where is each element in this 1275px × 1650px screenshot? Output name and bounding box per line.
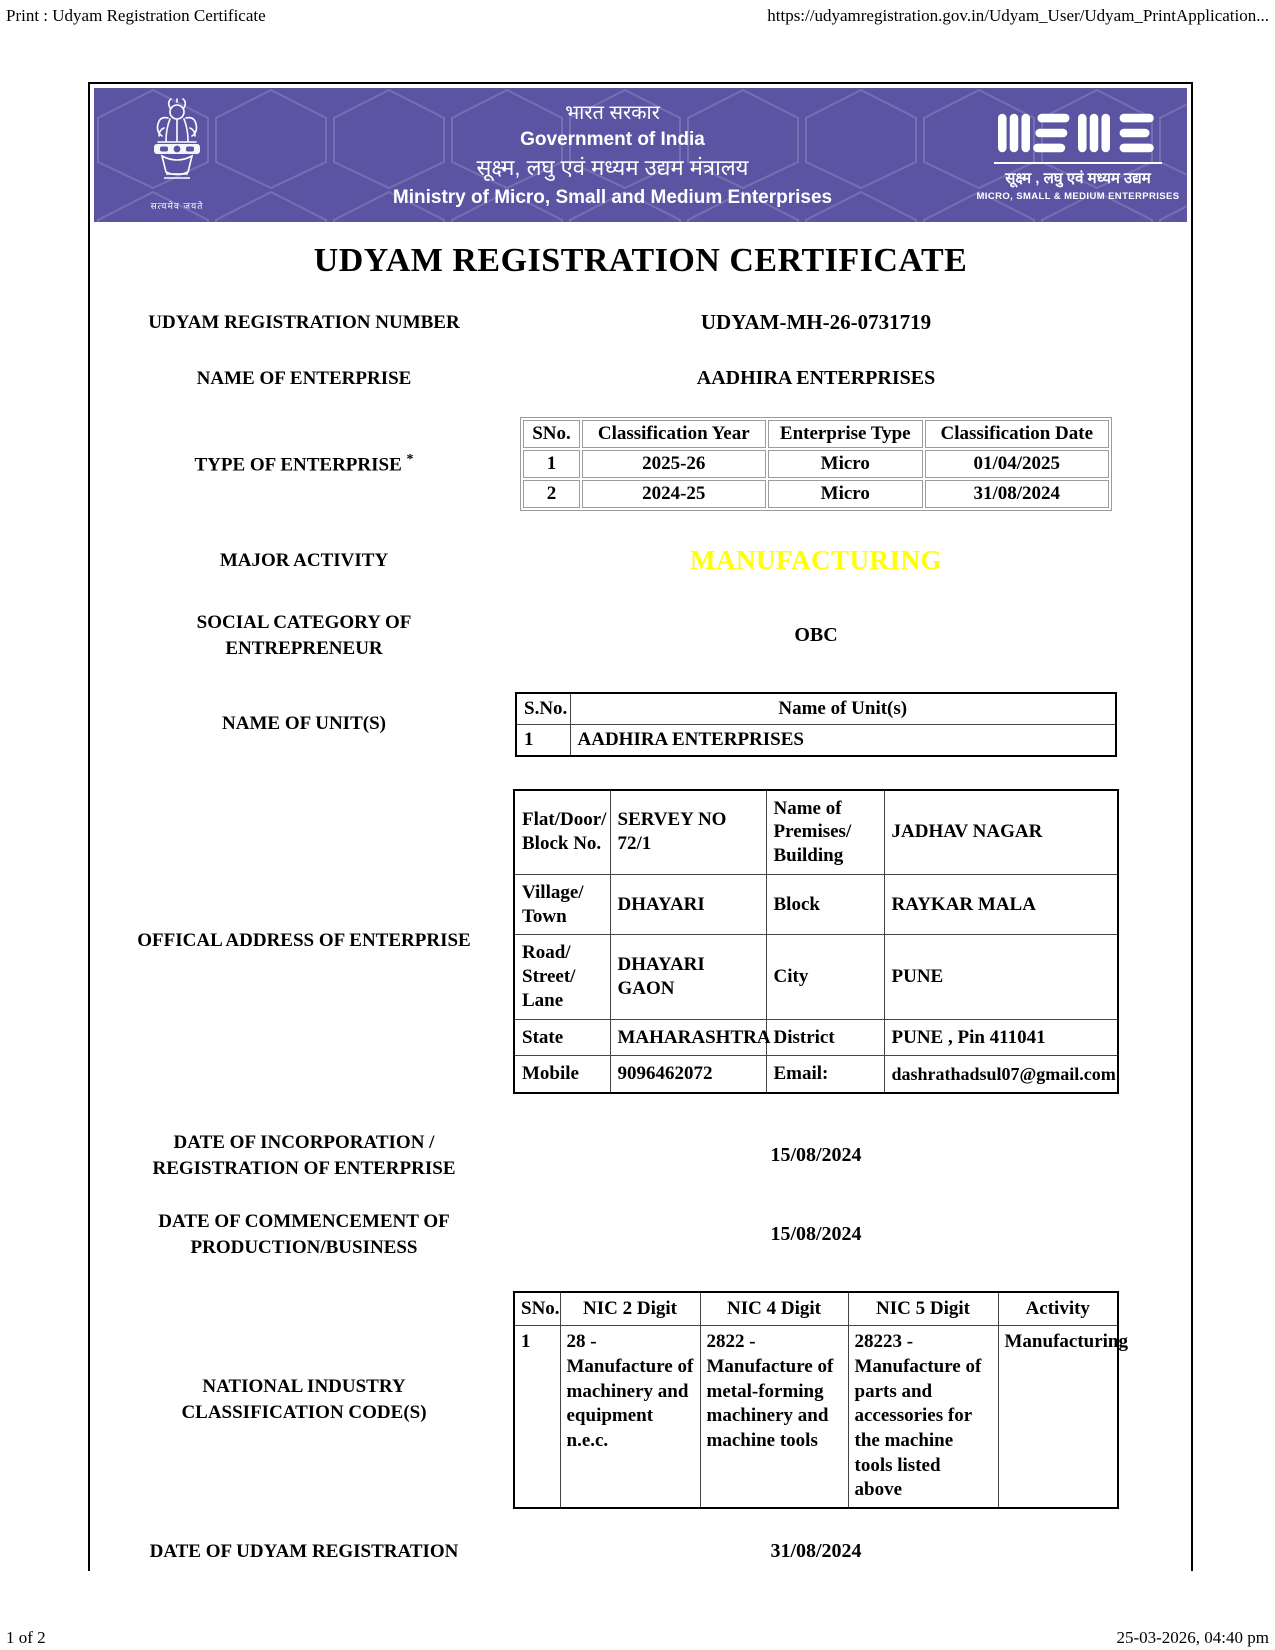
units-table xyxy=(515,692,1117,757)
header-cell: Classification Date xyxy=(925,420,1109,448)
address-table xyxy=(513,789,1119,1095)
classification-table xyxy=(520,417,1112,511)
registration-number-value: UDYAM-MH-26-0731719 xyxy=(700,310,932,335)
address-label: OFFICAL ADDRESS OF ENTERPRISE xyxy=(137,930,471,952)
field-row-enterprise-name xyxy=(94,366,1187,392)
table-cell: MAHARASHTRA xyxy=(610,1019,766,1056)
table-row xyxy=(514,1056,1118,1093)
major-activity-label: MAJOR ACTIVITY xyxy=(219,549,389,571)
table-cell: 2025-26 xyxy=(582,450,766,478)
registration-number-label: UDYAM REGISTRATION NUMBER xyxy=(148,312,460,333)
required-asterisk: * xyxy=(406,451,414,467)
table-cell: Manufacturing xyxy=(998,1326,1118,1508)
table-row xyxy=(514,790,1118,875)
header-cell: S.No. xyxy=(516,693,570,725)
table-cell: City xyxy=(766,935,884,1019)
table-cell: 9096462072 xyxy=(610,1056,766,1093)
table-cell: Village/ Town xyxy=(514,874,610,935)
field-row-address xyxy=(94,789,1187,1095)
print-timestamp: 25-03-2026, 04:40 pm xyxy=(1116,1628,1269,1647)
date-registration-label: DATE OF UDYAM REGISTRATION xyxy=(149,1541,459,1563)
table-cell: 1 xyxy=(514,1326,560,1508)
india-emblem xyxy=(112,98,242,212)
print-header-title: Print : Udyam Registration Certificate xyxy=(6,6,266,25)
date-incorporation-value: 15/08/2024 xyxy=(770,1144,862,1167)
table-cell: RAYKAR MALA xyxy=(884,874,1118,935)
table-cell: dashrathadsul07@gmail.com xyxy=(884,1056,1118,1093)
date-commencement-value: 15/08/2024 xyxy=(770,1223,862,1246)
nic-label: NATIONAL INDUSTRY CLASSIFICATION CODE(S) xyxy=(181,1376,427,1423)
banner-line-english-2: Ministry of Micro, Small and Medium Enterprises xyxy=(392,187,833,208)
table-cell: State xyxy=(514,1019,610,1056)
header-cell: NIC 5 Digit xyxy=(848,1292,998,1326)
field-row-social-category xyxy=(94,610,1187,661)
table-cell: Micro xyxy=(768,480,923,508)
nic-table xyxy=(513,1291,1128,1510)
emblem-caption: सत्यमेव जयते xyxy=(150,201,204,211)
table-cell: 2024-25 xyxy=(582,480,766,508)
table-cell: Mobile xyxy=(514,1056,610,1093)
enterprise-name-label: NAME OF ENTERPRISE xyxy=(196,367,412,389)
certificate-title: UDYAM REGISTRATION CERTIFICATE xyxy=(313,242,968,279)
banner-line-hindi-1: भारत सरकार xyxy=(565,102,660,124)
table-cell: PUNE , Pin 411041 xyxy=(884,1019,1118,1056)
table-header-row xyxy=(516,693,1116,725)
header-cell: Name of Unit(s) xyxy=(570,693,1116,725)
table-cell: Road/ Street/ Lane xyxy=(514,935,610,1019)
table-cell: 31/08/2024 xyxy=(925,480,1109,508)
header-cell: SNo. xyxy=(523,420,580,448)
table-row xyxy=(523,480,1109,508)
table-row xyxy=(514,1326,1118,1508)
print-header-url: https://udyamregistration.gov.in/Udyam_User/Udyam_PrintApplication... xyxy=(767,6,1269,25)
banner-line-hindi-2: सूक्ष्म, लघु एवं मध्यम उद्यम मंत्रालय xyxy=(476,155,749,180)
msme-logo xyxy=(976,109,1180,202)
date-registration-value: 31/08/2024 xyxy=(770,1540,862,1563)
ashoka-emblem-icon xyxy=(144,98,210,198)
table-cell: JADHAV NAGAR xyxy=(884,790,1118,875)
table-cell: AADHIRA ENTERPRISES xyxy=(570,724,1116,756)
table-cell: Micro xyxy=(768,450,923,478)
date-incorporation-label: DATE OF INCORPORATION / REGISTRATION OF ENTERPRISE xyxy=(152,1132,456,1179)
table-header-row xyxy=(514,1292,1118,1326)
table-cell: PUNE xyxy=(884,935,1118,1019)
table-row xyxy=(514,935,1118,1019)
table-cell: 2 xyxy=(523,480,580,508)
page-number: 1 of 2 xyxy=(6,1628,46,1647)
enterprise-name-value: AADHIRA ENTERPRISES xyxy=(696,366,936,389)
header-cell: SNo. xyxy=(514,1292,560,1326)
header-cell: NIC 2 Digit xyxy=(560,1292,700,1326)
table-cell: DHAYARI xyxy=(610,874,766,935)
table-cell: District xyxy=(766,1019,884,1056)
enterprise-type-label: TYPE OF ENTERPRISE * xyxy=(194,451,414,476)
field-row-major-activity xyxy=(94,545,1187,576)
header-cell: Activity xyxy=(998,1292,1118,1326)
table-cell: 1 xyxy=(516,724,570,756)
table-cell: DHAYARI GAON xyxy=(610,935,766,1019)
field-row-enterprise-type xyxy=(94,417,1187,511)
social-category-label: SOCIAL CATEGORY OF ENTREPRENEUR xyxy=(196,612,412,659)
banner-text xyxy=(242,103,983,207)
table-cell: Flat/Door/ Block No. xyxy=(514,790,610,875)
field-row-registration-number xyxy=(94,310,1187,336)
msme-logo-icon xyxy=(998,109,1158,157)
date-commencement-label: DATE OF COMMENCEMENT OF PRODUCTION/BUSINESS xyxy=(158,1211,450,1258)
msme-logo-hindi: सूक्ष्म , लघु एवं मध्यम उद्यम xyxy=(1005,169,1151,187)
header-cell: Classification Year xyxy=(582,420,766,448)
header-cell: NIC 4 Digit xyxy=(700,1292,848,1326)
print-header xyxy=(0,0,1275,26)
table-row xyxy=(514,1019,1118,1056)
table-cell: 28223 - Manufacture of parts and accessories for the machine tools listed above xyxy=(848,1326,998,1508)
certificate-frame xyxy=(88,82,1193,1571)
table-row xyxy=(516,724,1116,756)
table-row xyxy=(514,874,1118,935)
print-footer xyxy=(0,1628,1275,1648)
table-cell: SERVEY NO 72/1 xyxy=(610,790,766,875)
major-activity-value: MANUFACTURING xyxy=(690,545,942,576)
banner-line-english-1: Government of India xyxy=(520,129,705,150)
social-category-value: OBC xyxy=(794,624,838,647)
table-cell: 28 - Manufacture of machinery and equipment n.e.c. xyxy=(560,1326,700,1508)
table-header-row xyxy=(523,420,1109,448)
field-row-date-registration xyxy=(94,1539,1187,1565)
units-label: NAME OF UNIT(S) xyxy=(222,713,386,735)
table-cell: Name of Premises/ Building xyxy=(766,790,884,875)
table-cell: Block xyxy=(766,874,884,935)
table-cell: 2822 - Manufacture of metal-forming machinery and machine tools xyxy=(700,1326,848,1508)
field-row-date-commencement xyxy=(94,1209,1187,1260)
header-cell: Enterprise Type xyxy=(768,420,923,448)
msme-logo-divider xyxy=(994,162,1162,164)
gov-banner xyxy=(94,88,1187,222)
field-row-date-incorporation xyxy=(94,1130,1187,1181)
table-row xyxy=(523,450,1109,478)
msme-logo-english: MICRO, SMALL & MEDIUM ENTERPRISES xyxy=(976,190,1180,202)
field-row-units xyxy=(94,692,1187,757)
table-cell: 1 xyxy=(523,450,580,478)
field-row-nic xyxy=(94,1291,1187,1510)
table-cell: 01/04/2025 xyxy=(925,450,1109,478)
table-cell: Email: xyxy=(766,1056,884,1093)
